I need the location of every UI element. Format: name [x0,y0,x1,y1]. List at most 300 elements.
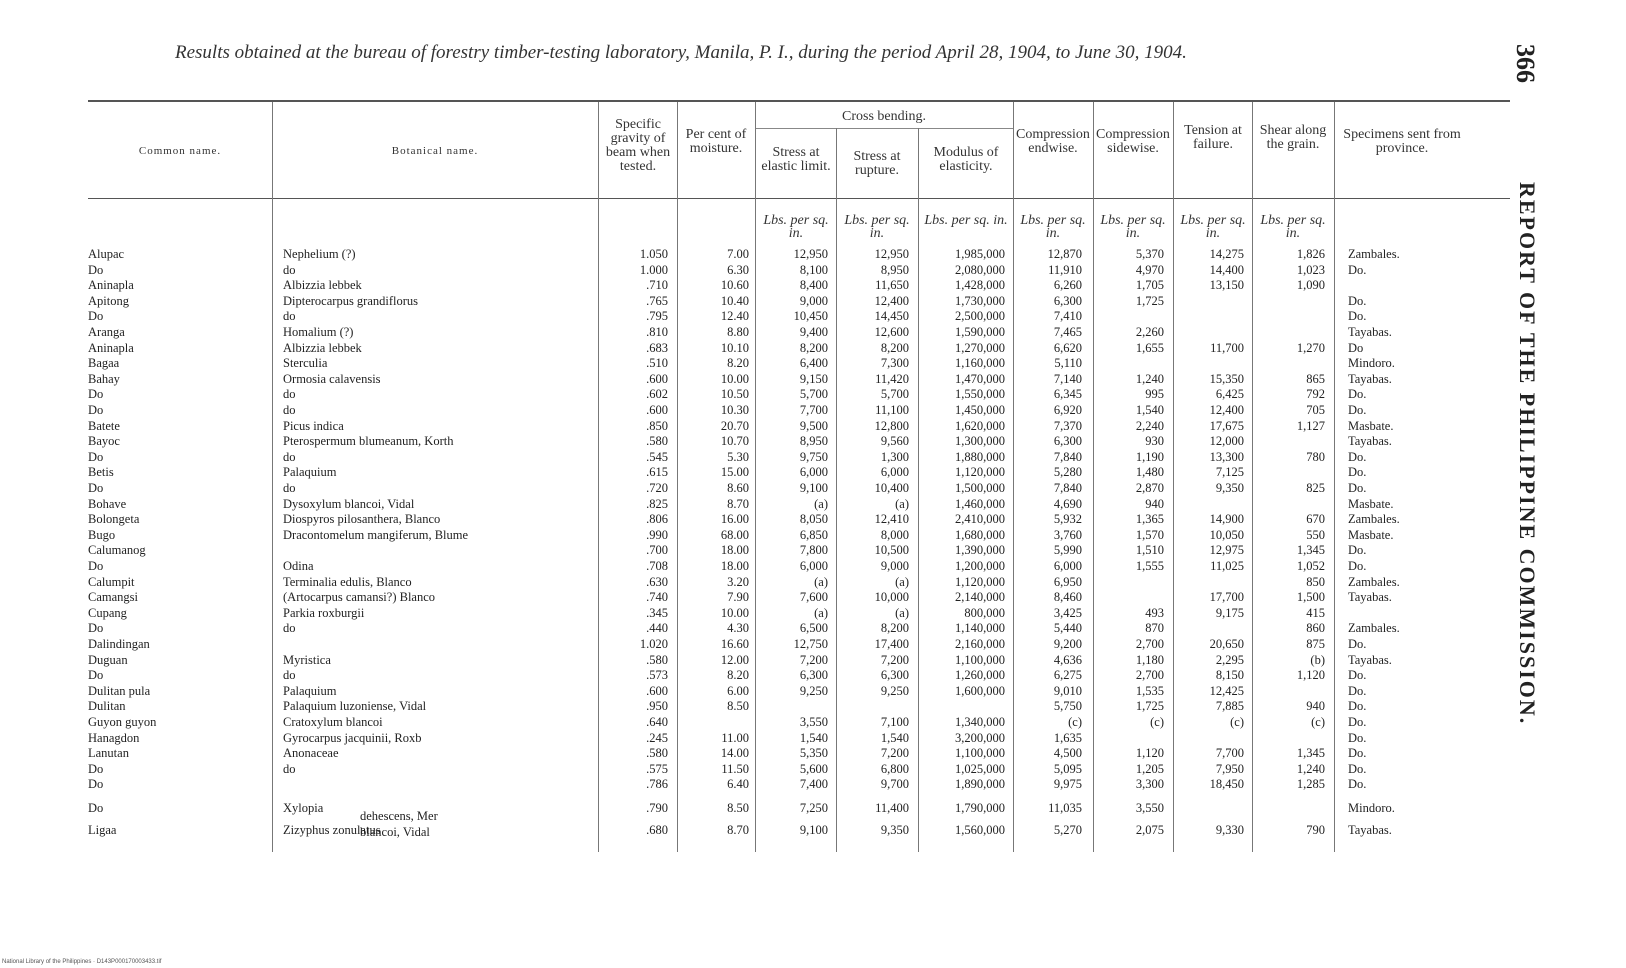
cs-cell: 493 [1145,605,1164,620]
unit-label: Lbs. per sq. in. [924,213,1008,228]
sg-cell: 1.050 [639,247,668,261]
province-cell: Masbate. [1348,527,1394,542]
province-cell: Mindoro. [1348,356,1395,371]
table-top-rule [88,100,1510,102]
t-cell: 7,125 [1215,465,1244,480]
common-name-cell: Bayoc [88,434,120,449]
sg-cell: .602 [646,387,668,402]
sr-cell: 6,300 [880,668,909,683]
cs-cell: 1,120 [1135,746,1164,761]
province-cell: Do. [1348,449,1367,464]
ce-cell: 9,010 [1053,683,1082,698]
header-shear: Shear along the grain. [1259,123,1327,152]
sr-cell: 9,560 [880,434,909,449]
cs-cell: 2,700 [1135,668,1164,683]
mod-cell: 2,410,000 [955,512,1005,527]
common-name-cell: Bolongeta [88,512,140,527]
sr-cell: 11,420 [875,371,909,386]
ce-cell: 5,990 [1053,543,1082,558]
mod-cell: 1,460,000 [955,496,1005,511]
botanical-name-cell: do [283,761,296,776]
sh-cell: 875 [1306,637,1325,651]
sg-cell: .825 [646,496,668,511]
mod-cell: 1,120,000 [955,465,1005,480]
cs-cell: 2,260 [1135,325,1164,339]
cs-cell: 940 [1145,496,1164,511]
sh-cell: 1,285 [1296,777,1325,792]
ce-cell: 4,636 [1053,652,1082,667]
col-divider [272,102,273,852]
se-cell: 9,400 [799,325,828,339]
t-cell: (c) [1230,715,1244,729]
cs-cell: 1,705 [1135,278,1164,293]
cs-cell: 1,510 [1135,543,1164,558]
sg-cell: .630 [646,574,668,589]
common-name-cell: Alupac [88,247,125,261]
common-name-cell: Apitong [88,293,129,308]
mod-cell: 1,790,000 [955,801,1005,815]
common-name-cell: Camangsi [88,590,138,605]
sh-cell: 825 [1306,481,1325,495]
moist-cell: 10.60 [720,278,749,293]
cs-cell: 1,205 [1135,761,1164,776]
sg-cell: .990 [646,527,668,542]
common-name-cell: Hanagdon [88,730,140,745]
header-stress-rupture: Stress at rupture. [853,149,901,178]
province-cell: Do. [1348,465,1367,480]
sg-cell: .545 [646,449,668,464]
sr-cell: 9,350 [880,822,909,837]
ce-cell: 7,840 [1053,481,1082,495]
botanical-name-cell: Palaquium [283,683,337,698]
moist-cell: 10.70 [720,434,749,449]
common-name-cell: Cupang [88,605,127,620]
common-name-cell: Do [88,262,104,277]
sg-cell: .680 [646,822,668,837]
botanical-name-cell: do [283,262,296,277]
unit-label: Lbs. per sq. in. [1260,213,1326,241]
common-name-cell: Dulitan pula [88,683,151,698]
moist-cell: 18.00 [720,543,749,558]
header-common-name: Common name. [138,145,222,157]
se-cell: 5,350 [799,746,828,761]
common-name-cell: Batete [88,418,120,433]
mod-cell: 1,260,000 [955,668,1005,683]
moist-cell: 7.90 [727,590,749,605]
common-name-cell: Do [88,481,104,495]
common-name-cell: Do [88,777,104,792]
se-cell: 3,550 [799,715,828,729]
common-name-cell: Bagaa [88,356,120,371]
common-name-cell: Calumanog [88,543,146,558]
moist-cell: 3.20 [727,574,749,589]
moist-cell: 4.30 [727,621,749,636]
se-cell: 7,700 [799,403,828,417]
xylopia-sub-1: dehescens, Mer [360,809,438,823]
moist-cell: 68.00 [720,527,749,542]
moist-cell: 18.00 [720,559,749,573]
page-title: Results obtained at the bureau of forestry timber-testing laboratory, Manila, P. I., during the period April 28, 1904, to June 30, 1904. [175,42,1187,63]
moist-cell: 8.80 [727,325,749,339]
sr-cell: 8,950 [880,262,909,277]
common-name-cell: Do [88,403,104,417]
sr-cell: 9,250 [880,683,909,698]
se-cell: 8,950 [799,434,828,449]
cs-cell: 1,725 [1135,293,1164,308]
mod-cell: 1,160,000 [955,356,1005,371]
sg-cell: 1.000 [639,262,668,277]
sg-cell: .708 [646,559,668,573]
mod-cell: 2,160,000 [955,637,1005,651]
botanical-name-cell: Zizyphus zonulatus [283,822,381,837]
mod-cell: 1,550,000 [955,387,1005,402]
t-cell: 14,900 [1209,512,1244,527]
t-cell: 9,175 [1215,605,1244,620]
sr-cell: 12,800 [874,418,909,433]
common-name-cell: Aninapla [88,340,134,355]
botanical-name-cell: Xylopia [283,801,324,815]
ce-cell: 7,465 [1053,325,1082,339]
moist-cell: 8.70 [727,496,749,511]
moist-cell: 12.40 [720,309,749,324]
province-cell: Do. [1348,387,1367,402]
ce-cell: 5,110 [1054,356,1082,371]
moist-cell: 10.40 [720,293,749,308]
se-cell: 7,400 [799,777,828,792]
common-name-cell: Do [88,559,104,573]
cs-cell: 5,370 [1135,247,1164,261]
header-comp-endwise: Compression endwise. [1016,127,1090,156]
common-name-cell: Duguan [88,652,128,667]
botanical-name-cell: Albizzia lebbek [283,278,362,293]
se-cell: 8,050 [799,512,828,527]
botanical-name-cell: Pterospermum blumeanum, Korth [283,434,454,449]
ce-cell: 5,440 [1053,621,1082,636]
province-cell: Masbate. [1348,418,1394,433]
sg-cell: .640 [646,715,668,729]
moist-cell: 10.10 [720,340,749,355]
botanical-name-cell: (Artocarpus camansi?) Blanco [283,590,436,605]
ce-cell: 5,280 [1053,465,1082,480]
sh-cell: 670 [1306,512,1325,527]
cs-cell: 2,075 [1135,822,1164,837]
t-cell: 20,650 [1209,637,1244,651]
sg-cell: .850 [646,418,668,433]
col-divider [755,102,756,852]
common-name-cell: Do [88,801,104,815]
t-cell: 12,400 [1209,403,1244,417]
sr-cell: 5,700 [880,387,909,402]
mod-cell: 1,200,000 [955,559,1005,573]
t-cell: 10,050 [1209,527,1244,542]
se-cell: 8,400 [799,278,828,293]
ce-cell: 6,345 [1053,387,1082,402]
botanical-name-cell: Diospyros pilosanthera, Blanco [283,512,441,527]
ce-cell: 6,260 [1053,278,1082,293]
se-cell: 7,200 [799,652,828,667]
ce-cell: 12,870 [1047,247,1082,261]
col-divider [1173,102,1174,852]
cs-cell: 1,725 [1135,699,1164,714]
se-cell: 6,400 [799,356,828,371]
moist-cell: 8.50 [727,699,749,714]
mod-cell: 1,100,000 [955,652,1005,667]
common-name-cell: Do [88,387,104,402]
se-cell: 9,000 [799,293,828,308]
province-cell: Do [1348,340,1364,355]
ce-cell: 7,410 [1053,309,1082,324]
cs-cell: 1,240 [1135,371,1164,386]
t-cell: 12,425 [1209,683,1244,698]
mod-cell: 2,080,000 [955,262,1005,277]
mod-cell: 1,470,000 [955,371,1005,386]
ce-cell: 6,275 [1053,668,1082,683]
se-cell: (a) [814,574,828,589]
sh-cell: 415 [1306,605,1325,620]
sh-cell: 1,500 [1296,590,1325,605]
t-cell: 18,450 [1209,777,1244,792]
sh-cell: 1,270 [1296,340,1325,355]
sr-cell: 1,540 [880,730,909,745]
cs-cell: 1,480 [1135,465,1164,480]
sr-cell: 8,000 [880,527,909,542]
moist-cell: 20.70 [720,418,749,433]
se-cell: 6,300 [799,668,828,683]
mod-cell: 1,500,000 [955,481,1005,495]
header-comp-sidewise: Compression sidewise. [1096,127,1170,156]
sg-cell: .795 [646,309,668,324]
col-divider [1093,102,1094,852]
province-cell: Zambales. [1348,574,1400,589]
moist-cell: 6.00 [727,683,749,698]
t-cell: 12,000 [1209,434,1244,449]
mod-cell: 1,880,000 [955,449,1005,464]
page-number: 366 [1511,44,1540,83]
province-cell: Tayabas. [1348,371,1392,386]
sg-cell: .600 [646,371,668,386]
cs-cell: (c) [1150,715,1164,729]
province-cell: Do. [1348,293,1367,308]
header-bottom-rule [88,198,1510,199]
province-cell: Do. [1348,481,1367,495]
province-cell: Do. [1348,559,1367,573]
sr-cell: 12,400 [874,293,909,308]
province-cell: Do. [1348,262,1367,277]
cross-bending-rule [755,128,1013,129]
t-cell: 9,330 [1215,822,1244,837]
se-cell: 8,200 [799,340,828,355]
se-cell: 7,600 [799,590,828,605]
ce-cell: 11,035 [1048,801,1082,815]
common-name-cell: Lanutan [88,746,129,761]
header-stress-elastic: Stress at elastic limit. [761,145,831,174]
sr-cell: 6,000 [880,465,909,480]
se-cell: 12,750 [793,637,828,651]
botanical-name-cell: do [283,387,296,402]
sr-cell: 8,200 [880,340,909,355]
sh-cell: 940 [1306,699,1325,714]
sh-cell: 850 [1306,574,1325,589]
botanical-name-cell: do [283,481,296,495]
se-cell: 7,800 [799,543,828,558]
common-name-cell: Betis [88,465,114,480]
province-cell: Do. [1348,777,1367,792]
se-cell: 9,500 [799,418,828,433]
mod-cell: 1,140,000 [955,621,1005,636]
ce-cell: 8,460 [1053,590,1082,605]
mod-cell: 1,590,000 [955,325,1005,339]
sh-cell: 1,052 [1296,559,1325,573]
t-cell: 11,700 [1210,340,1244,355]
se-cell: 7,250 [799,801,828,815]
common-name-cell: Calumpit [88,574,135,589]
botanical-name-cell: Dracontomelum mangiferum, Blume [283,527,469,542]
moist-cell: 8.20 [727,668,749,683]
se-cell: 1,540 [799,730,828,745]
sg-cell: .510 [646,356,668,371]
province-cell: Do. [1348,668,1367,683]
common-name-cell: Do [88,668,104,683]
cs-cell: 1,570 [1135,527,1164,542]
moist-cell: 6.30 [727,262,749,277]
cs-cell: 995 [1145,387,1164,402]
t-cell: 8,150 [1215,668,1244,683]
mod-cell: 1,730,000 [955,293,1005,308]
province-cell: Do. [1348,637,1367,651]
province-cell: Tayabas. [1348,434,1392,449]
t-cell: 2,295 [1215,652,1244,667]
t-cell: 11,025 [1210,559,1244,573]
sh-cell: 1,090 [1296,278,1325,293]
moist-cell: 10.00 [720,371,749,386]
ce-cell: 6,620 [1053,340,1082,355]
sh-cell: (c) [1311,715,1325,729]
province-cell: Do. [1348,309,1367,324]
sr-cell: 8,200 [880,621,909,636]
unit-label: Lbs. per sq. in. [1100,213,1166,241]
footer-credit: National Library of the Philippines · D143P000170003433.tif [2,959,162,965]
ce-cell: 7,370 [1053,418,1082,433]
ce-cell: 5,750 [1053,699,1082,714]
se-cell: 9,750 [799,449,828,464]
botanical-name-cell: Sterculia [283,356,328,371]
header-moisture: Per cent of moisture. [685,127,747,156]
botanical-name-cell: Terminalia edulis, Blanco [283,574,412,589]
botanical-name-cell: Palaquium [283,465,337,480]
botanical-name-cell: Homalium (?) [283,325,354,339]
col-divider [918,128,919,852]
sr-cell: 7,200 [880,652,909,667]
sr-cell: (a) [895,496,909,511]
se-cell: 6,850 [799,527,828,542]
botanical-name-cell: do [283,403,296,417]
t-cell: 17,675 [1209,418,1244,433]
se-cell: 5,600 [799,761,828,776]
moist-cell: 7.00 [727,247,749,261]
mod-cell: 1,120,000 [955,574,1005,589]
xylopia-sub-2: blancoi, Vidal [360,825,430,839]
sg-cell: .740 [646,590,668,605]
moist-cell: 11.50 [721,761,749,776]
botanical-name-cell: Palaquium luzoniense, Vidal [283,699,427,714]
botanical-name-cell: do [283,668,296,683]
mod-cell: 2,500,000 [955,309,1005,324]
sg-cell: .440 [646,621,668,636]
sh-cell: 1,826 [1296,247,1325,261]
moist-cell: 8.50 [727,801,749,815]
botanical-name-cell: Picus indica [283,418,344,433]
sg-cell: .580 [646,652,668,667]
sg-cell: .575 [646,761,668,776]
province-cell: Do. [1348,683,1367,698]
sr-cell: 7,200 [880,746,909,761]
province-cell: Zambales. [1348,512,1400,527]
ce-cell: 7,840 [1053,449,1082,464]
common-name-cell: Do [88,449,104,464]
moist-cell: 16.00 [720,512,749,527]
sr-cell: 9,700 [880,777,909,792]
ce-cell: (c) [1068,715,1082,729]
moist-cell: 14.00 [720,746,749,761]
sh-cell: 860 [1306,621,1325,636]
province-cell: Do. [1348,746,1367,761]
sg-cell: .600 [646,683,668,698]
cs-cell: 930 [1145,434,1164,449]
mod-cell: 1,390,000 [955,543,1005,558]
cs-cell: 1,535 [1135,683,1164,698]
ce-cell: 6,300 [1053,293,1082,308]
unit-label: Lbs. per sq. in. [1020,213,1086,241]
t-cell: 6,425 [1215,387,1244,402]
mod-cell: 1,428,000 [955,278,1005,293]
moist-cell: 15.00 [720,465,749,480]
sg-cell: .615 [646,465,668,480]
moist-cell: 8.70 [727,822,749,837]
unit-label: Lbs. per sq. in. [844,213,910,241]
t-cell: 7,950 [1215,761,1244,776]
common-name-cell: Aninapla [88,278,134,293]
common-name-cell: Dulitan [88,699,126,714]
botanical-name-cell: Odina [283,559,314,573]
moist-cell: 16.60 [720,637,749,651]
province-cell: Tayabas. [1348,325,1392,339]
ce-cell: 6,920 [1053,403,1082,417]
sr-cell: 12,950 [874,247,909,261]
botanical-name-cell: do [283,309,296,324]
se-cell: 9,100 [799,822,828,837]
common-name-cell: Guyon guyon [88,715,157,729]
ce-cell: 6,000 [1053,559,1082,573]
mod-cell: 1,680,000 [955,527,1005,542]
se-cell: 5,700 [799,387,828,402]
botanical-name-cell: Parkia roxburgii [283,605,365,620]
se-cell: 9,150 [799,371,828,386]
moist-cell: 6.40 [727,777,749,792]
cs-cell: 2,870 [1135,481,1164,495]
sh-cell: 1,345 [1296,746,1325,761]
mod-cell: 1,620,000 [955,418,1005,433]
sg-cell: .345 [646,605,668,620]
moist-cell: 8.60 [727,481,749,495]
mod-cell: 2,140,000 [955,590,1005,605]
mod-cell: 1,270,000 [955,340,1005,355]
botanical-name-cell: Ormosia calavensis [283,371,381,386]
ce-cell: 4,690 [1053,496,1082,511]
sh-cell: 792 [1306,387,1325,402]
botanical-name-cell: Gyrocarpus jacquinii, Roxb [283,730,422,745]
province-cell: Do. [1348,761,1367,776]
cs-cell: 3,550 [1135,801,1164,815]
